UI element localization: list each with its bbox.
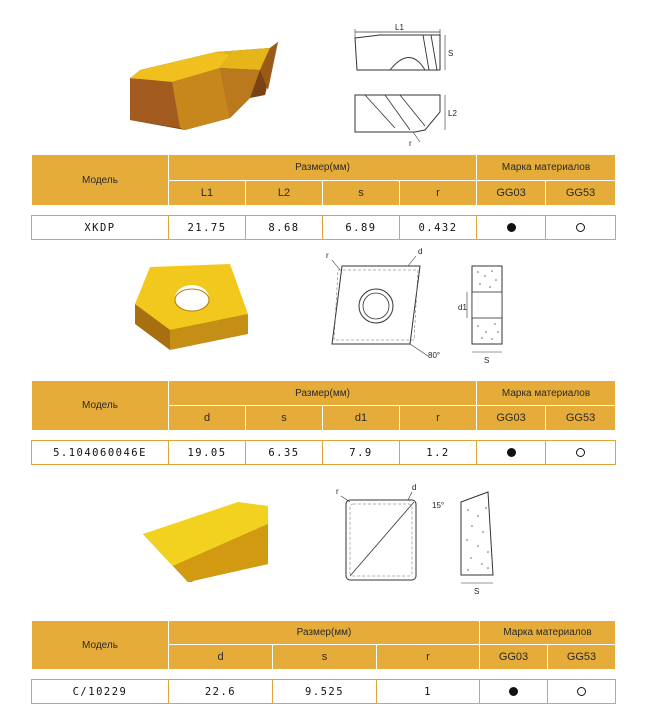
table-row — [32, 216, 616, 240]
cell-value: 0.432 — [400, 216, 477, 240]
spec-table-5104060046e — [31, 380, 616, 465]
col-header-s: s — [246, 406, 323, 431]
col-header-d1: d1 — [323, 406, 400, 431]
technical-drawing-xkdp — [345, 20, 475, 150]
cell-model: 5.104060046E — [32, 441, 169, 465]
spec-table-c10229 — [31, 620, 616, 704]
cell-grade-gg53 — [548, 680, 616, 704]
dim-label-l1: L1 — [395, 23, 404, 32]
table-row — [32, 441, 616, 465]
dim-label-r: r — [409, 139, 412, 148]
col-header-gg03: GG03 — [480, 645, 548, 670]
dim-label-r: r — [336, 487, 339, 496]
cell-grade-gg03 — [480, 680, 548, 704]
col-header-model: Модель — [32, 155, 169, 206]
dim-label-s: S — [448, 49, 454, 58]
col-header-s: s — [273, 645, 377, 670]
cell-model: C/10229 — [32, 680, 169, 704]
insert-image-xkdp — [120, 40, 290, 135]
cell-grade-gg03 — [477, 441, 546, 465]
insert-image-5104060046e — [130, 262, 260, 362]
cell-grade-gg53 — [546, 216, 616, 240]
col-header-size: Размер(мм) — [169, 155, 477, 181]
dim-label-d1: d1 — [458, 303, 467, 312]
cell-grade-gg03 — [477, 216, 546, 240]
cell-value: 19.05 — [169, 441, 246, 465]
grade-mark-icon — [576, 448, 585, 457]
dim-label-s: S — [474, 587, 480, 596]
col-header-gg53: GG53 — [548, 645, 616, 670]
grade-mark-icon — [507, 223, 516, 232]
cell-value: 1.2 — [400, 441, 477, 465]
col-header-s: s — [323, 181, 400, 206]
col-header-gg53: GG53 — [546, 406, 616, 431]
cell-value: 22.6 — [169, 680, 273, 704]
cell-grade-gg53 — [546, 441, 616, 465]
col-header-gg53: GG53 — [546, 181, 616, 206]
cell-value: 7.9 — [323, 441, 400, 465]
col-header-d: d — [169, 645, 273, 670]
col-header-r: r — [377, 645, 480, 670]
dim-label-d: d — [412, 483, 417, 492]
col-header-grade: Марка материалов — [477, 381, 616, 406]
cell-value: 6.35 — [246, 441, 323, 465]
grade-mark-icon — [509, 687, 518, 696]
col-header-grade: Марка материалов — [480, 621, 616, 645]
technical-drawing-5104060046e — [320, 244, 520, 369]
grade-mark-icon — [507, 448, 516, 457]
cell-model: XKDP — [32, 216, 169, 240]
col-header-size: Размер(мм) — [169, 621, 480, 645]
table-row — [32, 680, 616, 704]
dim-label-d: d — [418, 247, 423, 256]
dim-label-angle: 15° — [432, 501, 445, 510]
grade-mark-icon — [577, 687, 586, 696]
dim-label-l2: L2 — [448, 109, 457, 118]
technical-drawing-c10229 — [328, 480, 528, 600]
cell-value: 8.68 — [246, 216, 323, 240]
cell-value: 6.89 — [323, 216, 400, 240]
dim-label-r: r — [326, 251, 329, 260]
cell-value: 21.75 — [169, 216, 246, 240]
spec-table-xkdp — [31, 154, 616, 240]
grade-mark-icon — [576, 223, 585, 232]
cell-value: 9.525 — [273, 680, 377, 704]
col-header-grade: Марка материалов — [477, 155, 616, 181]
col-header-l1: L1 — [169, 181, 246, 206]
insert-image-c10229 — [138, 494, 278, 589]
cell-value: 1 — [377, 680, 480, 704]
col-header-size: Размер(мм) — [169, 381, 477, 406]
col-header-r: r — [400, 181, 477, 206]
col-header-r: r — [400, 406, 477, 431]
dim-label-angle: 80° — [428, 351, 441, 360]
col-header-model: Модель — [32, 381, 169, 431]
col-header-gg03: GG03 — [477, 181, 546, 206]
col-header-model: Модель — [32, 621, 169, 670]
col-header-l2: L2 — [246, 181, 323, 206]
dim-label-s: S — [484, 356, 490, 365]
col-header-d: d — [169, 406, 246, 431]
col-header-gg03: GG03 — [477, 406, 546, 431]
